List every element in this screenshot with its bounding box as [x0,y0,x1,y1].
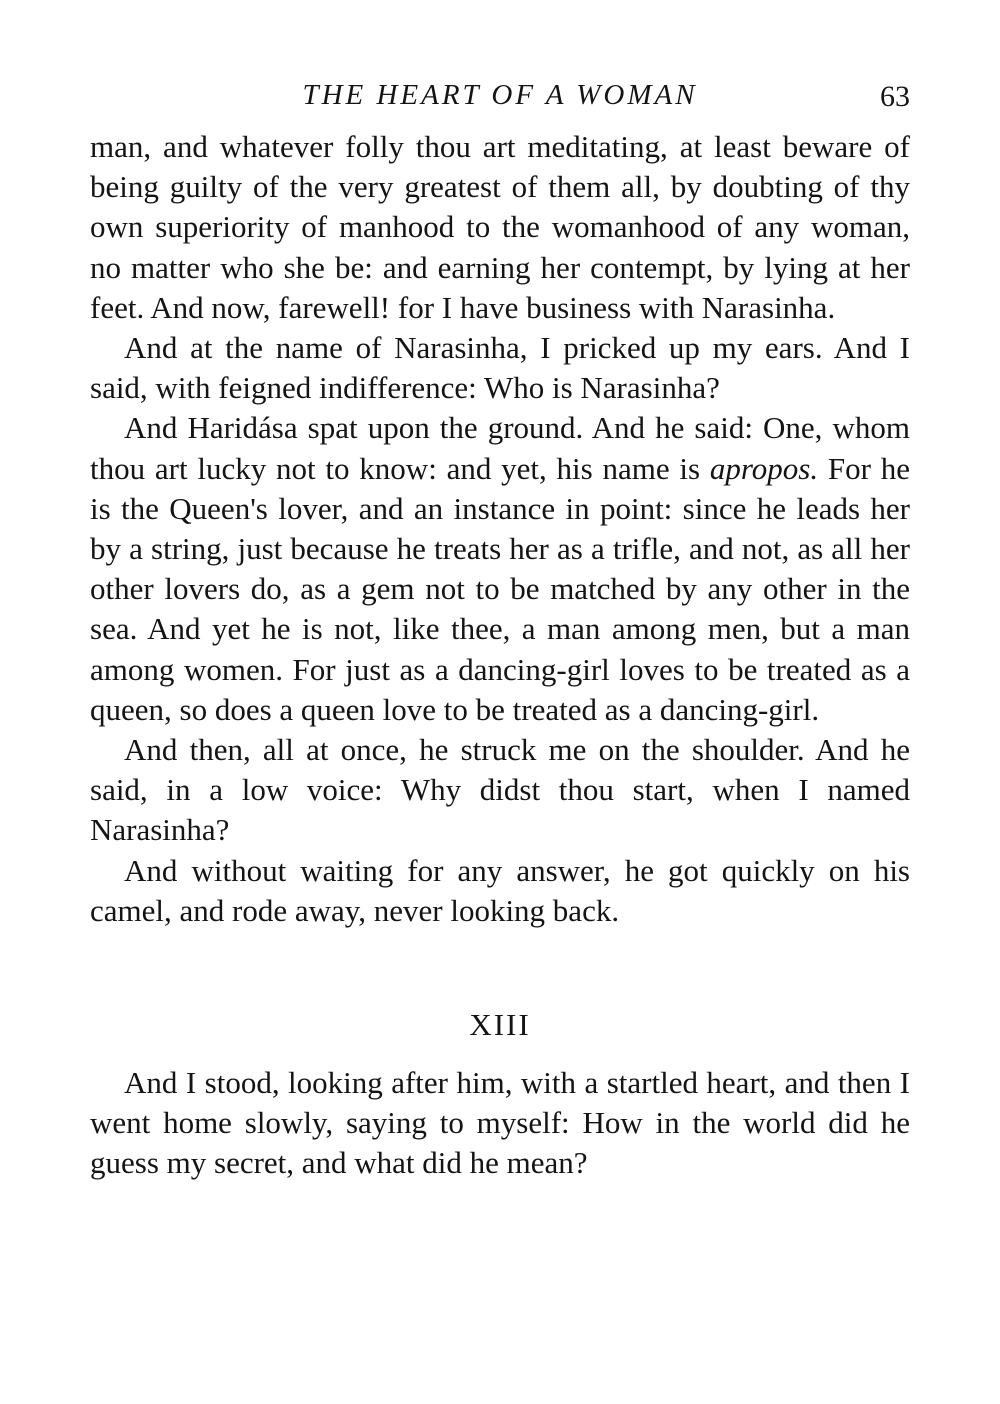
chapter-paragraph: And I stood, looking after him, with a startled heart, and then I went home slowly, saying to myself: How in the world did he guess my secret, and what did he mean? [90,1065,910,1181]
paragraph-continued: man, and whatever folly thou art meditating, at least beware of being guilty of the very greatest of them all, by doubting of thy own superiority of manhood to the womanhood of any woman, no matter who she be: and earning her contempt, by lying at her feet. And now, farewell! for I have business with Narasinha. [90,129,910,325]
paragraph-text: And Haridása spat upon the ground. And he said: One, whom thou art lucky not to know: and yet, his name is [90,410,910,486]
italic-word: apropos. [709,450,819,486]
paragraph: And at the name of Narasinha, I pricked up my ears. And I said, with feigned indifference: Who is Narasinha? [90,330,910,406]
body-text [90,127,910,1184]
running-title: THE HEART OF A WOMAN [302,79,698,111]
chapter-heading: XIII [469,1007,531,1043]
page-number: 63 [880,80,910,113]
paragraph-text: For he is the Queen's lover, and an instance in point: since he leads her by a string, just because he treats her as a trifle, and not, as all her other lovers do, as a gem not to be matched by any other in the sea. And yet he is not, like thee, a man among men, but a man among women. For just as a dancing-girl loves to be treated as a queen, so does a queen love to be treated as a dancing-girl. [90,450,910,727]
paragraph: And without waiting for any answer, he got quickly on his camel, and rode away, never looking back. [90,852,910,928]
paragraph [90,408,910,730]
paragraph: And then, all at once, he struck me on the shoulder. And he said, in a low voice: Why didst thou start, when I named Narasinha? [90,732,910,848]
book-page [90,75,910,1184]
running-head [90,75,910,127]
